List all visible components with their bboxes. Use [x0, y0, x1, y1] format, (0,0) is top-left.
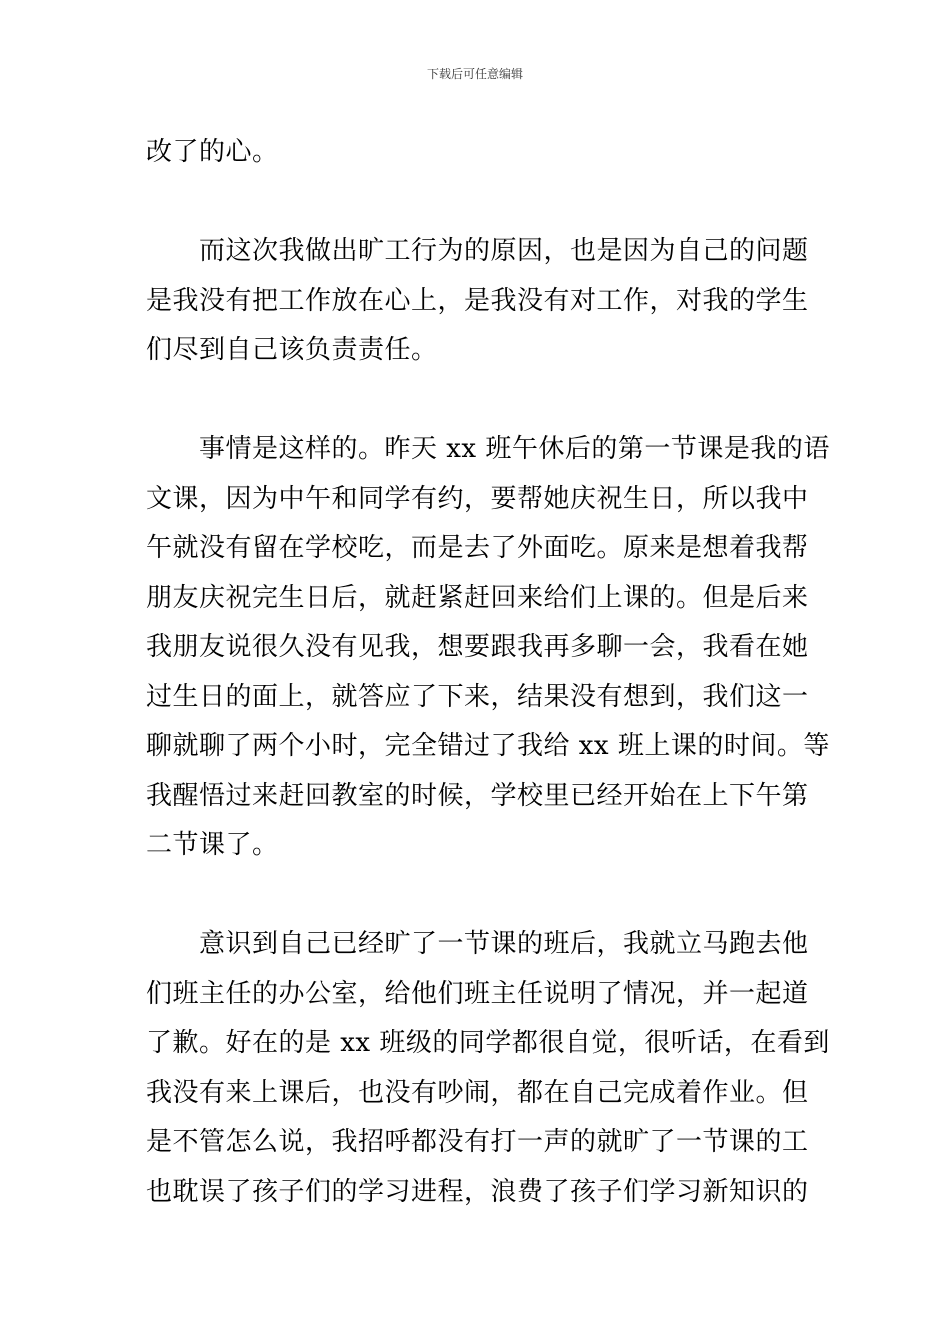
text-line: 是我没有把工作放在心上，是我没有对工作，对我的学生 — [146, 285, 809, 316]
text-line: 我朋友说很久没有见我，想要跟我再多聊一会，我看在她 — [146, 632, 809, 662]
text-line: 我没有来上课后，也没有吵闹，都在自己完成着作业。但 — [146, 1077, 809, 1108]
text-line: 我醒悟过来赶回教室的时候，学校里已经开始在上下午第 — [146, 780, 809, 811]
text-line: 们班主任的办公室，给他们班主任说明了情况，并一起道 — [146, 978, 809, 1009]
text-line: 文课，因为中午和同学有约，要帮她庆祝生日，所以我中 — [146, 483, 809, 514]
blank-line — [146, 376, 808, 426]
header-note: 下载后可任意编辑 — [426, 67, 523, 81]
text-line: 而这次我做出旷工行为的原因，也是因为自己的问题 — [146, 236, 809, 266]
text-line: 改了的心。 — [146, 137, 279, 167]
text-line: 了歉。好在的是 xx 班级的同学都很自觉，很听话，在看到 — [146, 1028, 830, 1058]
text-line: 也耽误了孩子们的学习进程，浪费了孩子们学习新知识的 — [146, 1176, 809, 1207]
text-line: 朋友庆祝完生日后，就赶紧赶回来给们上课的。但是后来 — [146, 582, 809, 613]
text-line: 们尽到自己该负责责任。 — [146, 335, 438, 365]
blank-line — [146, 178, 808, 228]
text-line: 过生日的面上，就答应了下来，结果没有想到，我们这一 — [146, 681, 809, 712]
blank-line — [146, 871, 808, 921]
text-line: 意识到自己已经旷了一节课的班后，我就立马跑去他 — [146, 929, 809, 959]
document-body — [146, 128, 830, 1217]
text-line: 聊就聊了两个小时，完全错过了我给 xx 班上课的时间。等 — [146, 731, 830, 761]
text-line: 二节课了。 — [146, 830, 279, 860]
text-line: 事情是这样的。昨天 xx 班午休后的第一节课是我的语 — [146, 434, 830, 464]
text-line: 是不管怎么说，我招呼都没有打一声的就旷了一节课的工 — [146, 1127, 809, 1157]
text-line: 午就没有留在学校吃，而是去了外面吃。原来是想着我帮 — [146, 533, 809, 563]
